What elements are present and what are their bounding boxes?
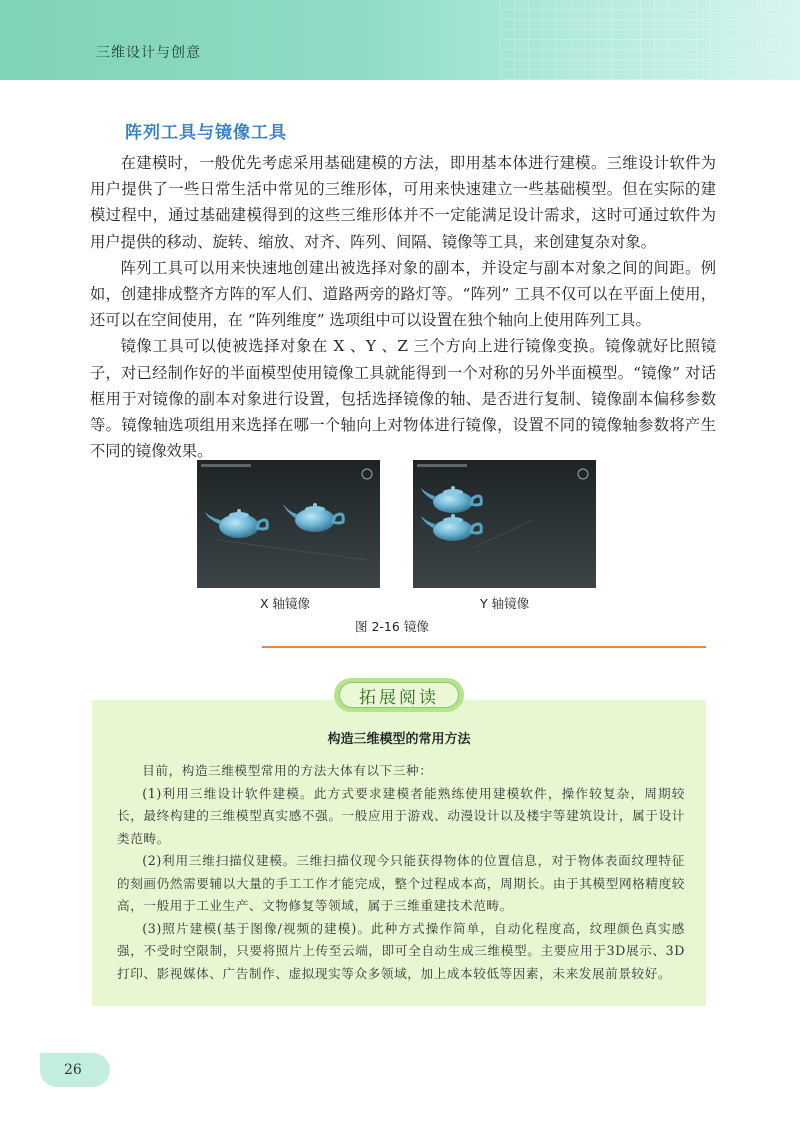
reading-heading: 构造三维模型的常用方法 bbox=[327, 732, 471, 747]
page-number: 26 bbox=[64, 1062, 82, 1078]
chapter-title: 三维设计与创意 bbox=[96, 45, 201, 61]
body-paragraph: 在建模时，一般优先考虑采用基础建模的方法，即用基本体进行建模。三维设计软件为用户提供了一些日常生活中常见的三维形体，可用来快速建立一些基础模型。但在实际的建模过程中，通过基础建模得到的这些三维形体并不一定能满足设计需求，这时可通过软件为用户提供的移动、旋转、缩放、对齐、阵列、间隔、镜像等工具，来创建复杂对象。 bbox=[90, 154, 716, 251]
body-paragraph: 镜像工具可以使被选择对象在 X 、Y 、Z 三个方向上进行镜像变换。镜像就好比照镜子，对已经制作好的半面模型使用镜像工具就能得到一个对称的另外半面模型。“镜像” 对话框用于对镜像的副本对象进行设置，包括选择镜像的轴、是否进行复制、镜像副本偏移参数等。镜像轴选项组用来选择在哪一个轴向上对物体进行镜像，设置不同的镜像轴参数将产生不同的镜像效果。 bbox=[90, 337, 716, 461]
x-axis-mirror-image bbox=[197, 460, 380, 588]
page-header bbox=[0, 0, 800, 80]
reading-paragraph: (1)利用三维设计软件建模。此方式要求建模者能熟练使用建模软件，操作较复杂，周期较长，最终构建的三维模型真实感不强。一般应用于游戏、动漫设计以及楼宇等建筑设计，属于设计类范畴。 bbox=[117, 785, 685, 846]
reading-text bbox=[117, 760, 685, 985]
divider-rule bbox=[262, 646, 706, 648]
section-title: 阵列工具与镜像工具 bbox=[125, 123, 287, 143]
body-text bbox=[90, 150, 716, 464]
extended-reading-tag bbox=[334, 678, 464, 712]
y-axis-mirror-image bbox=[413, 460, 596, 588]
reading-paragraph: (2)利用三维扫描仪建模。三维扫描仪现今只能获得物体的位置信息，对于物体表面纹理特征的刻画仍然需要辅以大量的手工工作才能完成，整个过程成本高，周期长。由于其模型网格精度较高，一般用于工业生产、文物修复等领域，属于三维重建技术范畴。 bbox=[117, 853, 685, 913]
left-image-caption: X 轴镜像 bbox=[260, 596, 311, 611]
figure-caption: 图 2-16 镜像 bbox=[355, 619, 429, 634]
header-grid-decoration bbox=[500, 0, 800, 80]
reading-paragraph: (3)照片建模(基于图像/视频的建模)。此种方式操作简单，自动化程度高，纹理颜色真实感强，不受时空限制，只要将照片上传至云端，即可全自动生成三维模型。主要应用于3D展示、3D打印、影视媒体、广告制作、虚拟现实等众多领域，加上成本较低等因素，未来发展前景较好。 bbox=[117, 920, 685, 981]
teapot-render-y bbox=[413, 460, 596, 588]
extended-reading-label: 拓展阅读 bbox=[339, 682, 459, 708]
right-image-caption: Y 轴镜像 bbox=[480, 596, 530, 611]
reading-paragraph: 目前，构造三维模型常用的方法大体有以下三种： bbox=[142, 763, 433, 778]
body-paragraph: 阵列工具可以用来快速地创建出被选择对象的副本，并设定与副本对象之间的间距。例如，创建排成整齐方阵的军人们、道路两旁的路灯等。“阵列” 工具不仅可以在平面上使用，还可以在空间使用，在 “阵列维度” 选项组中可以设置在独个轴向上使用阵列工具。 bbox=[90, 258, 716, 330]
teapot-render-x bbox=[197, 460, 380, 588]
